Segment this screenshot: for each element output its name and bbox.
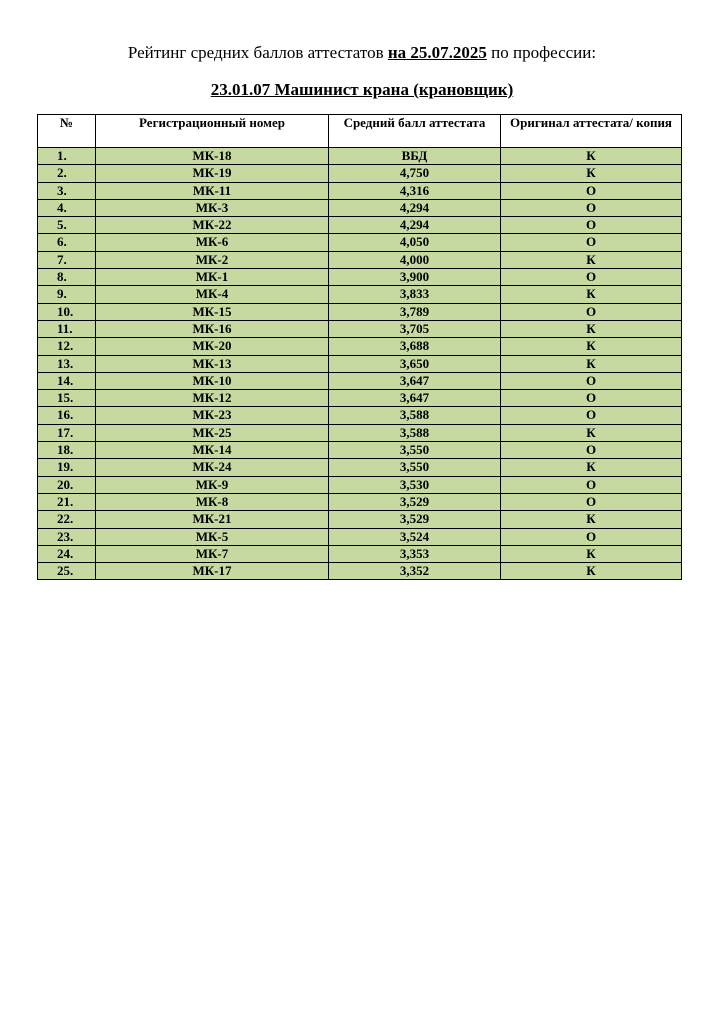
original-or-copy: О: [501, 303, 682, 320]
average-score: 3,588: [329, 424, 501, 441]
original-or-copy: К: [501, 511, 682, 528]
registration-number: МК-6: [96, 234, 329, 251]
row-number: 17.: [38, 424, 96, 441]
column-header-registration: Регистрационный номер: [96, 115, 329, 148]
original-or-copy: О: [501, 199, 682, 216]
table-row: [38, 199, 682, 216]
row-number: 11.: [38, 320, 96, 337]
registration-number: МК-15: [96, 303, 329, 320]
original-or-copy: О: [501, 269, 682, 286]
average-score: 3,833: [329, 286, 501, 303]
registration-number: МК-20: [96, 338, 329, 355]
average-score: 4,316: [329, 182, 501, 199]
registration-number: МК-5: [96, 528, 329, 545]
row-number: 12.: [38, 338, 96, 355]
row-number: 16.: [38, 407, 96, 424]
row-number: 9.: [38, 286, 96, 303]
table-row: [38, 148, 682, 165]
profession-title: 23.01.07 Машинист крана (крановщик): [210, 80, 514, 99]
registration-number: МК-1: [96, 269, 329, 286]
heading-suffix: по профессии:: [486, 43, 597, 62]
table-row: [38, 217, 682, 234]
table-row: [38, 459, 682, 476]
row-number: 13.: [38, 355, 96, 372]
registration-number: МК-2: [96, 251, 329, 268]
registration-number: МК-10: [96, 372, 329, 389]
table-row: [38, 390, 682, 407]
registration-number: МК-22: [96, 217, 329, 234]
average-score: 3,900: [329, 269, 501, 286]
registration-number: МК-14: [96, 442, 329, 459]
row-number: 14.: [38, 372, 96, 389]
average-score: 3,352: [329, 563, 501, 580]
registration-number: МК-3: [96, 199, 329, 216]
average-score: 4,000: [329, 251, 501, 268]
average-score: 3,529: [329, 493, 501, 510]
table-row: [38, 251, 682, 268]
original-or-copy: К: [501, 320, 682, 337]
registration-number: МК-16: [96, 320, 329, 337]
average-score: 3,650: [329, 355, 501, 372]
table-row: [38, 234, 682, 251]
registration-number: МК-11: [96, 182, 329, 199]
original-or-copy: К: [501, 563, 682, 580]
table-row: [38, 372, 682, 389]
average-score: 3,550: [329, 442, 501, 459]
table-row: [38, 511, 682, 528]
registration-number: МК-13: [96, 355, 329, 372]
registration-number: МК-4: [96, 286, 329, 303]
table-row: [38, 286, 682, 303]
table-row: [38, 407, 682, 424]
original-or-copy: К: [501, 338, 682, 355]
table-row: [38, 269, 682, 286]
original-or-copy: О: [501, 182, 682, 199]
average-score: 4,050: [329, 234, 501, 251]
average-score: 4,294: [329, 199, 501, 216]
original-or-copy: О: [501, 390, 682, 407]
average-score: 3,550: [329, 459, 501, 476]
row-number: 2.: [38, 165, 96, 182]
original-or-copy: К: [501, 165, 682, 182]
registration-number: МК-12: [96, 390, 329, 407]
row-number: 24.: [38, 545, 96, 562]
table-header-row: [38, 115, 682, 148]
original-or-copy: К: [501, 286, 682, 303]
table-row: [38, 528, 682, 545]
row-number: 15.: [38, 390, 96, 407]
row-number: 22.: [38, 511, 96, 528]
original-or-copy: О: [501, 372, 682, 389]
original-or-copy: К: [501, 424, 682, 441]
row-number: 7.: [38, 251, 96, 268]
table-row: [38, 424, 682, 441]
table-row: [38, 476, 682, 493]
table-row: [38, 338, 682, 355]
row-number: 21.: [38, 493, 96, 510]
column-header-original-copy: Оригинал аттестата/ копия: [501, 115, 682, 148]
average-score: 3,529: [329, 511, 501, 528]
average-score: 4,750: [329, 165, 501, 182]
average-score: ВБД: [329, 148, 501, 165]
row-number: 1.: [38, 148, 96, 165]
original-or-copy: О: [501, 476, 682, 493]
registration-number: МК-8: [96, 493, 329, 510]
average-score: 3,588: [329, 407, 501, 424]
average-score: 3,647: [329, 390, 501, 407]
average-score: 3,705: [329, 320, 501, 337]
row-number: 5.: [38, 217, 96, 234]
average-score: 3,353: [329, 545, 501, 562]
original-or-copy: О: [501, 442, 682, 459]
registration-number: МК-18: [96, 148, 329, 165]
row-number: 6.: [38, 234, 96, 251]
rating-table: [37, 114, 682, 580]
table-row: [38, 165, 682, 182]
registration-number: МК-21: [96, 511, 329, 528]
original-or-copy: О: [501, 407, 682, 424]
registration-number: МК-17: [96, 563, 329, 580]
table-row: [38, 442, 682, 459]
table-row: [38, 545, 682, 562]
original-or-copy: О: [501, 234, 682, 251]
row-number: 23.: [38, 528, 96, 545]
table-body: [38, 148, 682, 580]
original-or-copy: О: [501, 217, 682, 234]
table-row: [38, 303, 682, 320]
original-or-copy: К: [501, 545, 682, 562]
registration-number: МК-19: [96, 165, 329, 182]
table-row: [38, 493, 682, 510]
original-or-copy: О: [501, 528, 682, 545]
row-number: 19.: [38, 459, 96, 476]
table-row: [38, 182, 682, 199]
registration-number: МК-25: [96, 424, 329, 441]
row-number: 18.: [38, 442, 96, 459]
average-score: 3,530: [329, 476, 501, 493]
row-number: 25.: [38, 563, 96, 580]
original-or-copy: К: [501, 148, 682, 165]
row-number: 20.: [38, 476, 96, 493]
document-heading: [0, 43, 724, 63]
table-row: [38, 320, 682, 337]
table-row: [38, 355, 682, 372]
row-number: 10.: [38, 303, 96, 320]
column-header-average-score: Средний балл аттестата: [329, 115, 501, 148]
original-or-copy: О: [501, 493, 682, 510]
row-number: 4.: [38, 199, 96, 216]
registration-number: МК-23: [96, 407, 329, 424]
registration-number: МК-9: [96, 476, 329, 493]
original-or-copy: К: [501, 355, 682, 372]
average-score: 3,789: [329, 303, 501, 320]
registration-number: МК-7: [96, 545, 329, 562]
original-or-copy: К: [501, 459, 682, 476]
average-score: 3,524: [329, 528, 501, 545]
row-number: 8.: [38, 269, 96, 286]
registration-number: МК-24: [96, 459, 329, 476]
average-score: 3,647: [329, 372, 501, 389]
heading-date: на 25.07.2025: [387, 43, 487, 62]
heading-prefix: Рейтинг средних баллов аттестатов: [127, 43, 388, 62]
row-number: 3.: [38, 182, 96, 199]
average-score: 3,688: [329, 338, 501, 355]
column-header-number: №: [38, 115, 96, 148]
original-or-copy: К: [501, 251, 682, 268]
table-row: [38, 563, 682, 580]
average-score: 4,294: [329, 217, 501, 234]
